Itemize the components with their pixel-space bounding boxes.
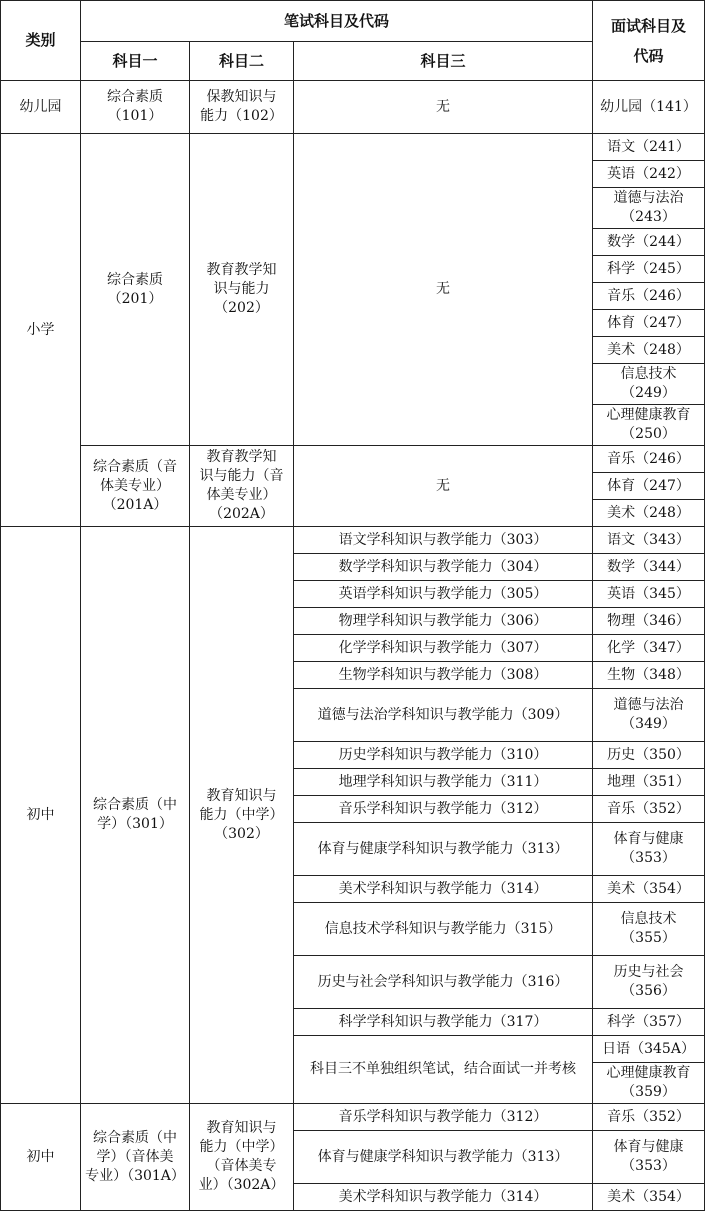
header-subject-three: 科目三 — [294, 42, 593, 81]
junior-subject-three: 化学学科知识与教学能力（307） — [294, 635, 593, 662]
junior-subject-three: 美术学科知识与教学能力（314） — [294, 876, 593, 903]
primary-subject-three: 无 — [294, 134, 593, 446]
junior-interview-item: 物理（346） — [593, 608, 705, 635]
kindergarten-subject-one: 综合素质 （101） — [81, 81, 190, 134]
junior-subject-three: 数学学科知识与教学能力（304） — [294, 554, 593, 581]
junior-subject-three: 英语学科知识与教学能力（305） — [294, 581, 593, 608]
primary-interview-item: 数学（244） — [593, 229, 705, 256]
junior-interview-item: 历史与社会 （356） — [593, 956, 705, 1009]
junior-subject-three: 道德与法治学科知识与教学能力（309） — [294, 689, 593, 742]
junior-interview-item: 地理（351） — [593, 769, 705, 796]
junior-subject-three: 生物学科知识与教学能力（308） — [294, 662, 593, 689]
primary-interview-item: 音乐（246） — [593, 283, 705, 310]
primary-art-subject-one: 综合素质（音 体美专业） （201A） — [81, 446, 190, 527]
header-written-subjects: 笔试科目及代码 — [81, 1, 593, 42]
primary-interview-item: 道德与法治 （243） — [593, 188, 705, 229]
junior-interview-item: 数学（344） — [593, 554, 705, 581]
category-kindergarten: 幼儿园 — [1, 81, 81, 134]
primary-art-subject-three: 无 — [294, 446, 593, 527]
junior-interview-item: 科学（357） — [593, 1009, 705, 1036]
kindergarten-subject-two: 保教知识与 能力（102） — [190, 81, 294, 134]
junior-interview-item: 历史（350） — [593, 742, 705, 769]
junior-art-interview-item: 美术（354） — [593, 1184, 705, 1211]
kindergarten-subject-three: 无 — [294, 81, 593, 134]
junior-interview-item: 道德与法治 （349） — [593, 689, 705, 742]
junior-interview-item: 英语（345） — [593, 581, 705, 608]
junior-subject-three: 历史学科知识与教学能力（310） — [294, 742, 593, 769]
primary-art-interview-item: 美术（248） — [593, 500, 705, 527]
junior-art-subject-three: 美术学科知识与教学能力（314） — [294, 1184, 593, 1211]
primary-subject-two: 教育教学知 识与能力 （202） — [190, 134, 294, 446]
junior-art-interview-item: 体育与健康 （353） — [593, 1131, 705, 1184]
junior-interview-item: 美术（354） — [593, 876, 705, 903]
category-primary: 小学 — [1, 134, 81, 527]
junior-subject-one: 综合素质（中 学）（301） — [81, 527, 190, 1104]
header-interview: 面试科目及 代码 — [593, 1, 705, 81]
junior-interview-item: 语文（343） — [593, 527, 705, 554]
junior-interview-item: 音乐（352） — [593, 796, 705, 823]
junior-subject-three: 体育与健康学科知识与教学能力（313） — [294, 823, 593, 876]
junior-art-interview-item: 音乐（352） — [593, 1104, 705, 1131]
primary-interview-item: 语文（241） — [593, 134, 705, 161]
junior-interview-item: 生物（348） — [593, 662, 705, 689]
junior-interview-item: 信息技术 （355） — [593, 903, 705, 956]
primary-subject-one: 综合素质 （201） — [81, 134, 190, 446]
header-category: 类别 — [1, 1, 81, 81]
junior-subject-three: 信息技术学科知识与教学能力（315） — [294, 903, 593, 956]
junior-interview-item: 体育与健康 （353） — [593, 823, 705, 876]
junior-subject-three: 音乐学科知识与教学能力（312） — [294, 796, 593, 823]
junior-subject-three: 物理学科知识与教学能力（306） — [294, 608, 593, 635]
junior-combined-subject-three: 科目三不单独组织笔试，结合面试一并考核 — [294, 1036, 593, 1104]
primary-art-subject-two: 教育教学知 识与能力（音 体美专业） （202A） — [190, 446, 294, 527]
junior-subject-three: 地理学科知识与教学能力（311） — [294, 769, 593, 796]
junior-subject-three: 历史与社会学科知识与教学能力（316） — [294, 956, 593, 1009]
header-subject-one: 科目一 — [81, 42, 190, 81]
junior-interview-item: 日语（345A） — [593, 1036, 705, 1063]
primary-interview-item: 英语（242） — [593, 161, 705, 188]
kindergarten-interview: 幼儿园（141） — [593, 81, 705, 134]
junior-art-subject-two: 教育知识与 能力（中学） （音体美专 业）（302A） — [190, 1104, 294, 1211]
primary-interview-item: 心理健康教育 （250） — [593, 405, 705, 446]
junior-art-subject-three: 音乐学科知识与教学能力（312） — [294, 1104, 593, 1131]
junior-subject-two: 教育知识与 能力（中学） （302） — [190, 527, 294, 1104]
primary-art-interview-item: 体育（247） — [593, 473, 705, 500]
junior-art-subject-one: 综合素质（中 学）（音体美 专业）（301A） — [81, 1104, 190, 1211]
junior-subject-three: 科学学科知识与教学能力（317） — [294, 1009, 593, 1036]
junior-interview-item: 心理健康教育 （359） — [593, 1063, 705, 1104]
header-subject-two: 科目二 — [190, 42, 294, 81]
junior-interview-item: 化学（347） — [593, 635, 705, 662]
category-junior: 初中 — [1, 527, 81, 1104]
primary-art-interview-item: 音乐（246） — [593, 446, 705, 473]
primary-interview-item: 信息技术 （249） — [593, 364, 705, 405]
junior-subject-three: 语文学科知识与教学能力（303） — [294, 527, 593, 554]
category-junior-art: 初中 — [1, 1104, 81, 1211]
primary-interview-item: 科学（245） — [593, 256, 705, 283]
junior-art-subject-three: 体育与健康学科知识与教学能力（313） — [294, 1131, 593, 1184]
primary-interview-item: 美术（248） — [593, 337, 705, 364]
primary-interview-item: 体育（247） — [593, 310, 705, 337]
